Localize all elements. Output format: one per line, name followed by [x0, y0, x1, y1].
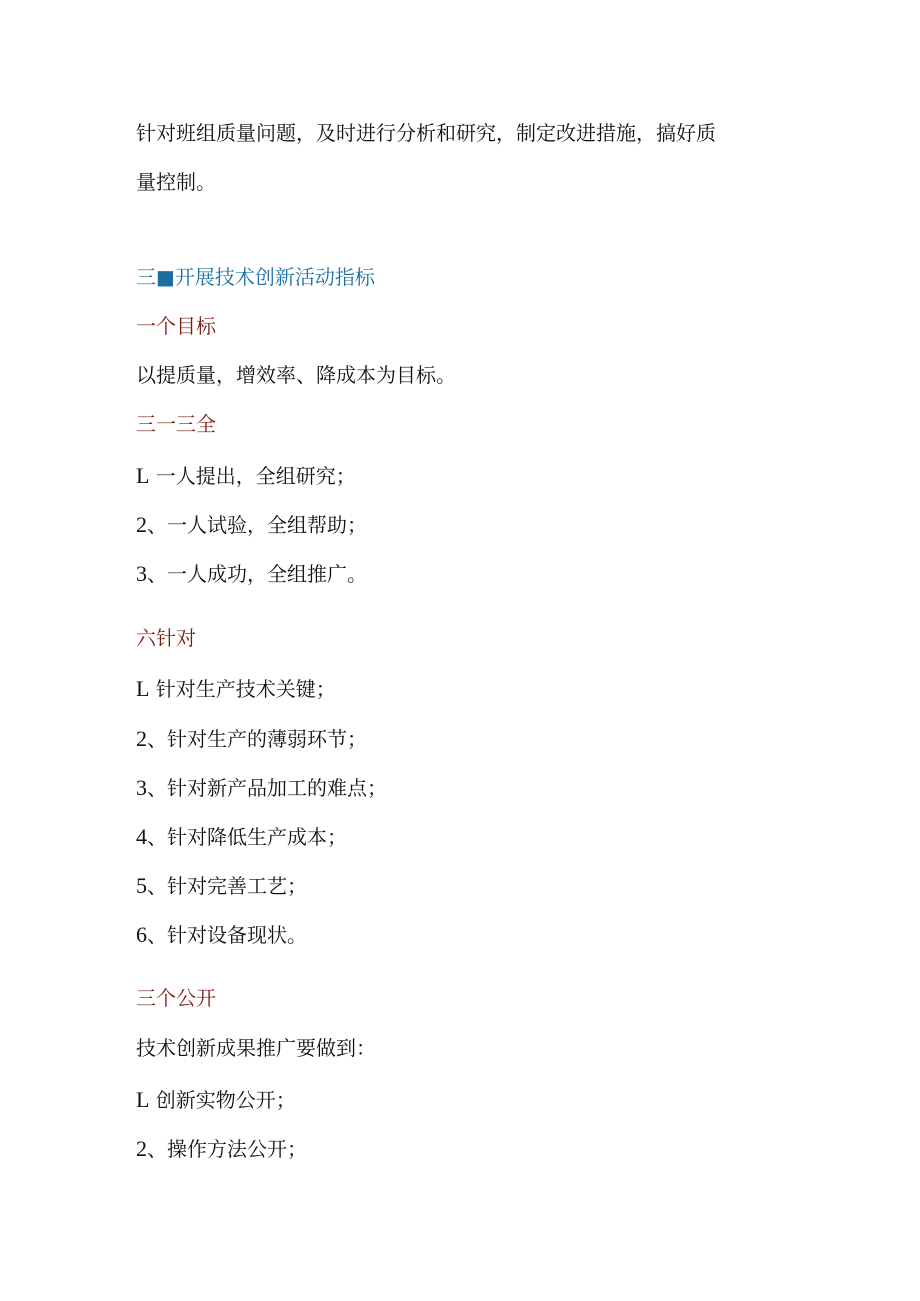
- list-text: 、针对降低生产成本；: [147, 825, 347, 849]
- list-text: 、针对新产品加工的难点；: [147, 776, 387, 800]
- three-public-intro: 技术创新成果推广要做到：: [136, 1036, 376, 1060]
- list-text: 针对生产技术关键；: [149, 677, 336, 701]
- list-number: 3: [136, 561, 147, 586]
- list-number: L: [136, 463, 150, 488]
- list-item: [136, 922, 307, 948]
- list-number: 5: [136, 873, 147, 898]
- list-item: [136, 676, 336, 702]
- list-text: 一人提出，全组研究；: [149, 464, 356, 488]
- intro-paragraph-line-2: 量控制。: [136, 170, 216, 194]
- list-text: 创新实物公开；: [149, 1088, 296, 1112]
- list-text: 、操作方法公开；: [147, 1137, 307, 1161]
- list-number: L: [136, 1087, 150, 1112]
- list-text: 、针对生产的薄弱环节；: [147, 727, 367, 751]
- list-text: 、一人成功，全组推广。: [147, 562, 367, 586]
- list-item: [136, 1136, 307, 1162]
- list-item: [136, 775, 387, 801]
- list-number: 2: [136, 726, 147, 751]
- list-text: 、一人试验，全组帮助；: [147, 513, 367, 537]
- list-item: [136, 1087, 296, 1113]
- list-item: [136, 512, 367, 538]
- list-text: 、针对完善工艺；: [147, 874, 307, 898]
- list-item: [136, 561, 367, 587]
- list-number: 4: [136, 824, 147, 849]
- section-heading: 三■开展技术创新活动指标: [136, 265, 375, 289]
- list-text: 、针对设备现状。: [147, 923, 307, 947]
- list-item: [136, 824, 347, 850]
- list-number: 6: [136, 922, 147, 947]
- three-one-three-all-heading: 三一三全: [136, 412, 216, 436]
- six-targets-heading: 六针对: [136, 626, 196, 650]
- list-number: 2: [136, 512, 147, 537]
- list-number: 3: [136, 775, 147, 800]
- list-number: L: [136, 676, 150, 701]
- list-item: [136, 726, 367, 752]
- list-item: [136, 873, 307, 899]
- goal-heading: 一个目标: [136, 314, 216, 338]
- three-public-heading: 三个公开: [136, 986, 216, 1010]
- list-number: 2: [136, 1136, 147, 1161]
- goal-text: 以提质量，增效率、降成本为目标。: [136, 363, 456, 387]
- list-item: [136, 463, 356, 489]
- intro-paragraph-line-1: 针对班组质量问题，及时进行分析和研究，制定改进措施，搞好质: [136, 121, 716, 145]
